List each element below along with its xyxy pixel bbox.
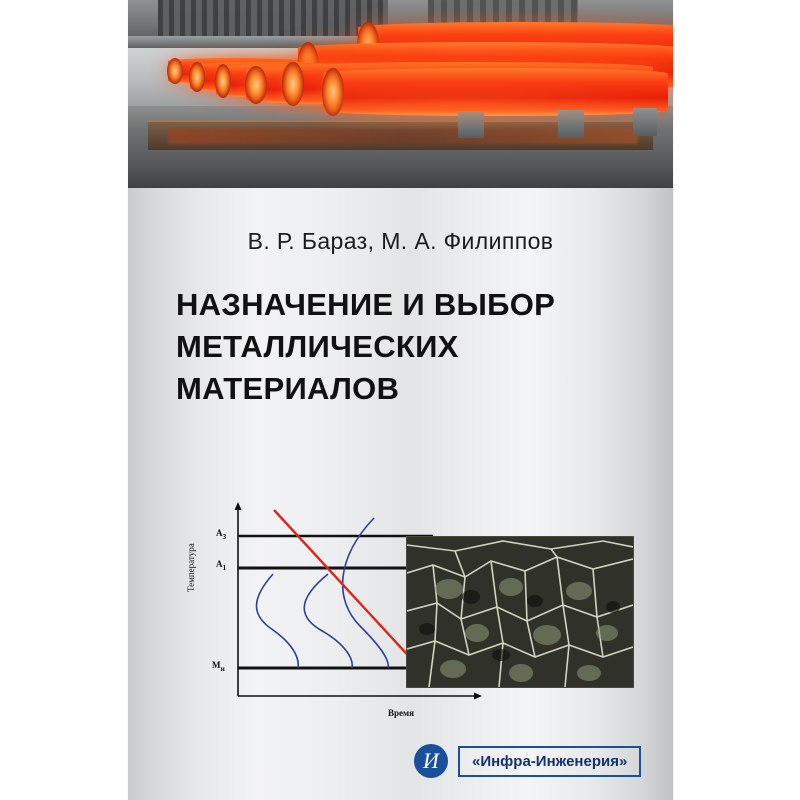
publisher-block [414,744,641,778]
y-axis-label: Температура [186,543,196,592]
publisher-name: «Инфра-Инженерия» [458,746,641,777]
authors-line: В. Р. Бараз, М. А. Филиппов [247,228,554,254]
pipe-end-cap [167,58,183,84]
hot-pipes-photo [128,0,673,188]
micrograph-svg [407,537,633,687]
photo-glow [248,80,668,130]
page-title [176,284,646,410]
cover-panel [128,0,673,800]
micrograph-image [406,536,634,688]
axis-tick-mn: $M_н$ [212,660,225,673]
x-axis-label: Время [388,708,415,718]
axis-tick-a3: $A_3$ [216,528,227,541]
pipe-end-cap [215,64,231,98]
pipe-end-cap [189,62,205,92]
axis-tick-a1: $A_1$ [216,559,227,572]
title-line-3: МАТЕРИАЛОВ [176,370,400,406]
publisher-logo-icon: И [414,744,448,778]
title-line-1: НАЗНАЧЕНИЕ И ВЫБОР [176,287,556,322]
title-line-2: МЕТАЛЛИЧЕСКИХ [176,328,459,364]
